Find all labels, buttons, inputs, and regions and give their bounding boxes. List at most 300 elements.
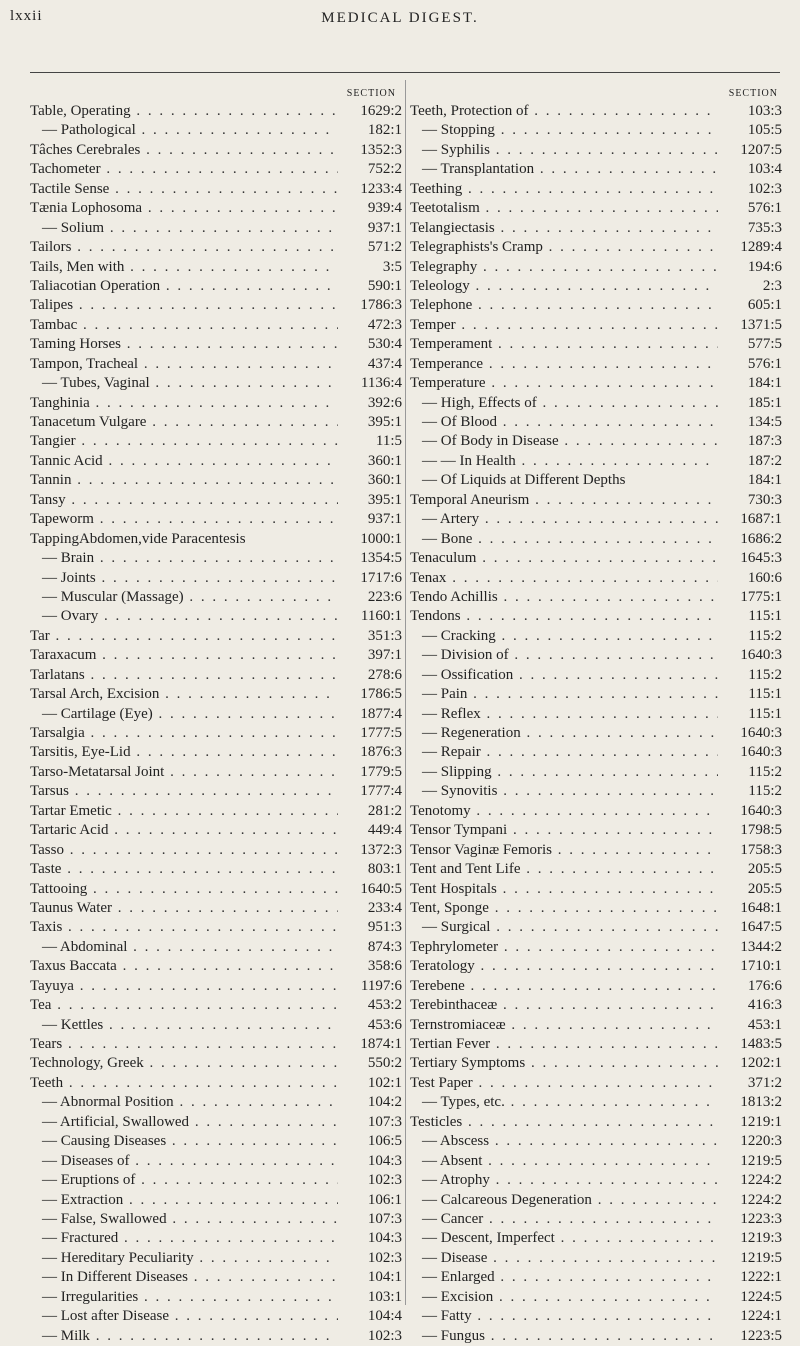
section-reference: 937:1 — [367, 219, 402, 236]
index-entry-term: — Pain . . . — [410, 685, 718, 704]
page-number: lxxii — [10, 8, 43, 24]
section-reference: 187:2 — [747, 452, 782, 469]
index-entry-term: Taunus Water . . . — [30, 899, 338, 918]
index-entry — [410, 957, 782, 976]
index-entry-term: Tensor Vaginæ Femoris . . . — [410, 841, 718, 860]
section-reference: 134:5 — [747, 414, 782, 430]
index-entry — [410, 1093, 782, 1112]
index-entry-term: Tarlatans . . . — [30, 666, 338, 685]
index-entry — [30, 841, 402, 860]
section-reference: 205:5 — [747, 880, 782, 897]
index-entry-term: — Synovitis . . . — [410, 782, 718, 801]
index-entry — [410, 918, 782, 937]
index-entry-term: Telegraphy . . . — [410, 258, 718, 277]
section-reference: 1220:3 — [740, 1133, 782, 1150]
index-entry-term: — Irregularities . . . — [30, 1288, 338, 1307]
index-entry-term: Tea . . . — [30, 996, 338, 1015]
index-entry — [30, 1249, 402, 1268]
index-entry-term: Tendons . . . — [410, 607, 718, 626]
index-entry-term: — Slipping . . . — [410, 763, 718, 782]
index-entry-term: — Excision . . . — [410, 1288, 718, 1307]
section-reference: 104:4 — [367, 1308, 402, 1325]
index-entry — [410, 1288, 782, 1307]
index-entry-term: Taraxacum . . . — [30, 646, 338, 665]
index-entry-term: — Bone . . . — [410, 530, 718, 549]
index-entry — [410, 1074, 782, 1093]
index-entry — [410, 199, 782, 218]
section-reference: 1640:3 — [740, 725, 782, 741]
section-reference: 1777:4 — [360, 783, 402, 800]
index-entry — [30, 316, 402, 335]
index-entry-term: TappingAbdomen,vide Paracentesis — [30, 530, 246, 547]
index-entry — [410, 316, 782, 335]
section-reference: 530:4 — [367, 336, 402, 353]
index-entry-term: Terebene . . . — [410, 977, 718, 996]
section-reference: 1224:2 — [740, 1172, 782, 1189]
index-entry — [410, 1249, 782, 1268]
section-reference: 395:1 — [367, 414, 402, 430]
index-entry — [30, 666, 402, 685]
index-entry-term: Tannic Acid . . . — [30, 452, 338, 471]
index-entry-term: Tænia Lophosoma . . . — [30, 199, 338, 218]
index-entry-term: Table, Operating . . . — [30, 102, 338, 121]
index-entry-term: Temperature . . . — [410, 374, 718, 393]
index-entry — [30, 1191, 402, 1210]
index-entry-term: — Fatty . . . — [410, 1307, 718, 1326]
index-entry — [410, 607, 782, 626]
index-entry-term: Tar . . . — [30, 627, 338, 646]
index-entry — [30, 238, 402, 257]
section-reference: 184:1 — [747, 375, 782, 392]
index-entry — [30, 258, 402, 277]
section-reference: 590:1 — [367, 277, 402, 294]
index-entry-term: — Surgical . . . — [410, 918, 718, 937]
index-entry — [30, 899, 402, 918]
index-entry-term: Tactile Sense . . . — [30, 180, 338, 199]
section-reference: 102:1 — [367, 1074, 402, 1091]
left-index-column — [30, 88, 402, 1346]
section-reference: 453:1 — [747, 1016, 782, 1033]
section-reference: 939:4 — [367, 200, 402, 217]
section-reference: 1877:4 — [360, 705, 402, 722]
index-entry — [30, 1152, 402, 1171]
index-entry — [30, 1288, 402, 1307]
index-entry — [410, 296, 782, 315]
index-entry-term: Taliacotian Operation . . . — [30, 277, 338, 296]
section-column-heading: SECTION — [346, 88, 396, 99]
index-entry-term: Teratology . . . — [410, 957, 718, 976]
index-entry — [410, 841, 782, 860]
section-reference: 104:3 — [367, 1152, 402, 1169]
section-reference: 223:6 — [367, 588, 402, 605]
section-reference: 472:3 — [367, 316, 402, 333]
section-reference: 1202:1 — [740, 1055, 782, 1072]
index-entry — [30, 374, 402, 393]
section-reference: 1224:2 — [740, 1191, 782, 1208]
index-entry-term: Talipes . . . — [30, 296, 338, 315]
index-entry — [30, 510, 402, 529]
index-entry-term: Temper . . . — [410, 316, 718, 335]
section-reference: 104:1 — [367, 1269, 402, 1286]
index-entry-term: — Lost after Disease . . . — [30, 1307, 338, 1326]
index-entry — [30, 160, 402, 179]
section-reference: 102:3 — [367, 1172, 402, 1189]
index-entry — [410, 899, 782, 918]
index-entry-term: Testicles . . . — [410, 1113, 718, 1132]
index-entry-term: — Artificial, Swallowed . . . — [30, 1113, 338, 1132]
index-entry-term: Taste . . . — [30, 860, 338, 879]
section-reference: 1223:3 — [740, 1210, 782, 1227]
index-entry-term: Temperance . . . — [410, 355, 718, 374]
index-entry — [410, 510, 782, 529]
index-entry — [30, 1093, 402, 1112]
section-reference: 3:5 — [382, 258, 402, 275]
index-entry — [410, 452, 782, 471]
section-reference: 576:1 — [747, 200, 782, 217]
section-reference: 1687:1 — [740, 511, 782, 528]
section-reference: 358:6 — [367, 958, 402, 975]
index-entry-term: Tampon, Tracheal . . . — [30, 355, 338, 374]
section-reference: 2:3 — [762, 277, 782, 294]
index-entry-term: Tephrylometer . . . — [410, 938, 718, 957]
index-entry — [410, 685, 782, 704]
index-entry-term: Tent and Tent Life . . . — [410, 860, 718, 879]
index-entry — [30, 724, 402, 743]
index-entry — [30, 1327, 402, 1346]
index-entry-term: Tarsus . . . — [30, 782, 338, 801]
section-reference: 1219:5 — [740, 1152, 782, 1169]
index-entry — [410, 160, 782, 179]
index-entry — [410, 1191, 782, 1210]
index-entry-term: Tapeworm . . . — [30, 510, 338, 529]
index-entry-term: — Fungus . . . — [410, 1327, 718, 1346]
index-entry — [410, 1268, 782, 1287]
index-entry-term: Tarsalgia . . . — [30, 724, 338, 743]
index-entry-term: Tensor Tympani . . . — [410, 821, 718, 840]
index-entry-term: Tears . . . — [30, 1035, 338, 1054]
section-reference: 1717:6 — [360, 569, 402, 586]
index-entry-term: — Of Body in Disease . . . — [410, 432, 718, 451]
section-reference: 1371:5 — [740, 316, 782, 333]
index-entry — [410, 1210, 782, 1229]
index-entry — [30, 860, 402, 879]
index-entry-term: Tangier . . . — [30, 432, 338, 451]
index-entry — [410, 277, 782, 296]
index-entry — [410, 782, 782, 801]
index-entry-term: — Abdominal . . . — [30, 938, 338, 957]
section-reference: 102:3 — [747, 180, 782, 197]
section-reference: 397:1 — [367, 647, 402, 664]
index-entry — [410, 1132, 782, 1151]
index-entry — [410, 335, 782, 354]
index-entry — [30, 588, 402, 607]
section-reference: 278:6 — [367, 666, 402, 683]
section-reference: 1686:2 — [740, 530, 782, 547]
section-reference: 571:2 — [367, 239, 402, 256]
index-entry — [30, 277, 402, 296]
index-entry — [30, 102, 402, 121]
index-entry — [410, 1171, 782, 1190]
index-entry-term: — Cancer . . . — [410, 1210, 718, 1229]
section-reference: 437:4 — [367, 355, 402, 372]
section-reference: 1786:5 — [360, 686, 402, 703]
index-entry — [410, 432, 782, 451]
section-reference: 1344:2 — [740, 938, 782, 955]
section-reference: 115:1 — [748, 686, 782, 703]
section-reference: 184:1 — [747, 472, 782, 489]
index-entry — [410, 938, 782, 957]
index-entry — [410, 180, 782, 199]
index-entry — [410, 1152, 782, 1171]
index-entry — [30, 821, 402, 840]
index-entry — [30, 296, 402, 315]
index-entry-term: Temperament . . . — [410, 335, 718, 354]
section-reference: 104:3 — [367, 1230, 402, 1247]
section-reference: 233:4 — [367, 899, 402, 916]
index-entry-term: — Muscular (Massage) . . . — [30, 588, 338, 607]
section-reference: 102:3 — [367, 1249, 402, 1266]
section-reference: 176:6 — [747, 977, 782, 994]
index-entry — [30, 394, 402, 413]
index-entry — [30, 1307, 402, 1326]
index-entry — [410, 724, 782, 743]
index-entry-term: Teleology . . . — [410, 277, 718, 296]
index-entry-term: Tannin . . . — [30, 471, 338, 490]
index-entry — [410, 1113, 782, 1132]
index-entry-term: Tayuya . . . — [30, 977, 338, 996]
index-entry-term: — Of Blood . . . — [410, 413, 718, 432]
index-entry — [30, 957, 402, 976]
section-reference: 1233:4 — [360, 180, 402, 197]
index-entry — [410, 996, 782, 1015]
index-entry-term: — Types, etc. . . . — [410, 1093, 718, 1112]
section-reference: 1372:3 — [360, 841, 402, 858]
index-entry — [30, 1074, 402, 1093]
index-entry-term: — Fractured . . . — [30, 1229, 338, 1248]
index-entry — [410, 491, 782, 510]
index-entry-term: Tambac . . . — [30, 316, 338, 335]
page-title: MEDICAL DIGEST. — [321, 10, 479, 26]
index-entry — [30, 1016, 402, 1035]
index-entry — [410, 646, 782, 665]
section-reference: 937:1 — [367, 511, 402, 528]
section-reference: 1758:3 — [740, 841, 782, 858]
index-entry — [30, 121, 402, 140]
index-entry-term: — Extraction . . . — [30, 1191, 338, 1210]
section-reference: 1813:2 — [740, 1094, 782, 1111]
index-entry-term: — Eruptions of . . . — [30, 1171, 338, 1190]
index-entry-term: — Pathological . . . — [30, 121, 338, 140]
section-reference: 1640:5 — [360, 880, 402, 897]
section-reference: 395:1 — [367, 491, 402, 508]
index-entry-term: Tansy . . . — [30, 491, 338, 510]
index-entry — [30, 705, 402, 724]
section-reference: 1876:3 — [360, 744, 402, 761]
section-reference: 160:6 — [747, 569, 782, 586]
index-entry — [410, 1054, 782, 1073]
index-entry — [410, 471, 782, 490]
index-entry-term: — Solium . . . — [30, 219, 338, 238]
index-entry — [30, 432, 402, 451]
section-reference: 1777:5 — [360, 725, 402, 741]
index-entry — [410, 1035, 782, 1054]
index-entry-term: Tent, Sponge . . . — [410, 899, 718, 918]
index-entry — [410, 238, 782, 257]
index-entry — [410, 355, 782, 374]
index-entry — [410, 374, 782, 393]
index-entry-term: — Stopping . . . — [410, 121, 718, 140]
section-reference: 803:1 — [367, 861, 402, 878]
index-entry-term: Technology, Greek . . . — [30, 1054, 338, 1073]
index-entry-term: — Diseases of . . . — [30, 1152, 338, 1171]
index-entry-term: Tent Hospitals . . . — [410, 880, 718, 899]
index-entry — [410, 588, 782, 607]
index-entry-term: — Ovary . . . — [30, 607, 338, 626]
section-reference: 416:3 — [747, 997, 782, 1014]
index-entry — [30, 452, 402, 471]
section-reference: 115:2 — [748, 666, 782, 683]
index-entry — [30, 918, 402, 937]
index-entry — [30, 646, 402, 665]
section-reference: 11:5 — [375, 433, 402, 450]
index-entry-term: Teething . . . — [410, 180, 718, 199]
section-reference: 1219:3 — [740, 1230, 782, 1247]
section-reference: 1224:5 — [740, 1288, 782, 1305]
index-entry — [410, 549, 782, 568]
index-entry-term: Tenotomy . . . — [410, 802, 718, 821]
section-reference: 1640:3 — [740, 744, 782, 761]
index-entry-term: Tachometer . . . — [30, 160, 338, 179]
index-entry — [410, 666, 782, 685]
index-entry-term: Temporal Aneurism . . . — [410, 491, 718, 510]
index-entry — [410, 977, 782, 996]
index-entry — [410, 394, 782, 413]
section-reference: 1224:1 — [740, 1308, 782, 1325]
section-reference: 107:3 — [367, 1113, 402, 1130]
index-entry — [410, 121, 782, 140]
index-entry-term: Tartaric Acid . . . — [30, 821, 338, 840]
index-entry — [30, 413, 402, 432]
section-reference: 360:1 — [367, 452, 402, 469]
index-entry — [30, 335, 402, 354]
index-entry — [410, 258, 782, 277]
section-reference: 351:3 — [367, 627, 402, 644]
index-entry — [30, 1113, 402, 1132]
index-entry-term: Tâches Cerebrales . . . — [30, 141, 338, 160]
section-reference: 735:3 — [747, 219, 782, 236]
index-entry-term: Ternstromiaceæ . . . — [410, 1016, 718, 1035]
index-entry-term: — Tubes, Vaginal . . . — [30, 374, 338, 393]
index-entry — [410, 219, 782, 238]
index-entry-term: Terebinthaceæ . . . — [410, 996, 718, 1015]
section-reference: 392:6 — [367, 394, 402, 411]
right-index-column — [410, 88, 782, 1346]
section-reference: 1629:2 — [360, 103, 402, 119]
index-entry-term: Tenaculum . . . — [410, 549, 718, 568]
index-entry — [30, 685, 402, 704]
page-header — [10, 4, 790, 34]
section-reference: 281:2 — [367, 802, 402, 819]
section-reference: 1136:4 — [360, 375, 402, 392]
section-reference: 449:4 — [367, 822, 402, 839]
index-entry — [30, 763, 402, 782]
index-entry-term: Tarsitis, Eye-Lid . . . — [30, 743, 338, 762]
index-entry — [30, 977, 402, 996]
index-entry-term: — Division of . . . — [410, 646, 718, 665]
index-entry — [410, 763, 782, 782]
section-reference: 371:2 — [747, 1074, 782, 1091]
section-reference: 1352:3 — [360, 141, 402, 158]
section-reference: 106:5 — [367, 1133, 402, 1150]
section-reference: 115:1 — [748, 705, 782, 722]
section-reference: 115:2 — [748, 763, 782, 780]
index-entry-term: — Causing Diseases . . . — [30, 1132, 338, 1151]
section-reference: 1354:5 — [360, 550, 402, 567]
index-entry — [30, 530, 402, 549]
index-entry-term: — Syphilis . . . — [410, 141, 718, 160]
index-entry-term: Tanacetum Vulgare . . . — [30, 413, 338, 432]
header-rule — [30, 72, 780, 73]
section-reference: 115:2 — [748, 627, 782, 644]
section-reference: 115:2 — [748, 783, 782, 800]
column-divider — [405, 80, 406, 1305]
index-entry-term: Tertiary Symptoms . . . — [410, 1054, 718, 1073]
index-entry — [410, 1327, 782, 1346]
index-entry-term: — Kettles . . . — [30, 1016, 338, 1035]
index-entry-term: Tartar Emetic . . . — [30, 802, 338, 821]
index-entry-term: Tarso-Metatarsal Joint . . . — [30, 763, 338, 782]
section-reference: 103:3 — [747, 103, 782, 119]
section-reference: 205:5 — [747, 861, 782, 878]
index-entry-term: — Cracking . . . — [410, 627, 718, 646]
index-entry-term: — High, Effects of . . . — [410, 394, 718, 413]
index-entry-term: Tattooing . . . — [30, 880, 338, 899]
section-reference: 1710:1 — [740, 958, 782, 975]
index-entry-term: — Milk . . . — [30, 1327, 338, 1346]
section-reference: 103:4 — [747, 161, 782, 178]
index-entry-term: Tanghinia . . . — [30, 394, 338, 413]
section-reference: 1798:5 — [740, 822, 782, 839]
index-entry — [30, 1035, 402, 1054]
index-entry — [30, 549, 402, 568]
index-entry-term: Taxus Baccata . . . — [30, 957, 338, 976]
section-reference: 185:1 — [747, 394, 782, 411]
index-entry-term: — Transplantation . . . — [410, 160, 718, 179]
section-reference: 1640:3 — [740, 802, 782, 819]
section-reference: 576:1 — [747, 355, 782, 372]
section-reference: 1786:3 — [360, 297, 402, 314]
index-entry-term: Tenax . . . — [410, 569, 718, 588]
index-entry — [410, 1229, 782, 1248]
index-entry — [410, 413, 782, 432]
index-entry — [30, 219, 402, 238]
index-entry — [410, 860, 782, 879]
section-reference: 453:6 — [367, 1016, 402, 1033]
index-entry — [30, 996, 402, 1015]
index-entry — [30, 1132, 402, 1151]
index-entry-term: Tasso . . . — [30, 841, 338, 860]
section-reference: 1207:5 — [740, 141, 782, 158]
section-reference: 182:1 — [367, 122, 402, 139]
section-reference: 874:3 — [367, 938, 402, 955]
index-entry-term: Tailors . . . — [30, 238, 338, 257]
section-reference: 1775:1 — [740, 588, 782, 605]
index-entry — [30, 627, 402, 646]
index-entry — [410, 530, 782, 549]
section-reference: 1197:6 — [360, 977, 402, 994]
index-entry — [30, 1268, 402, 1287]
index-entry-term: Telephone . . . — [410, 296, 718, 315]
